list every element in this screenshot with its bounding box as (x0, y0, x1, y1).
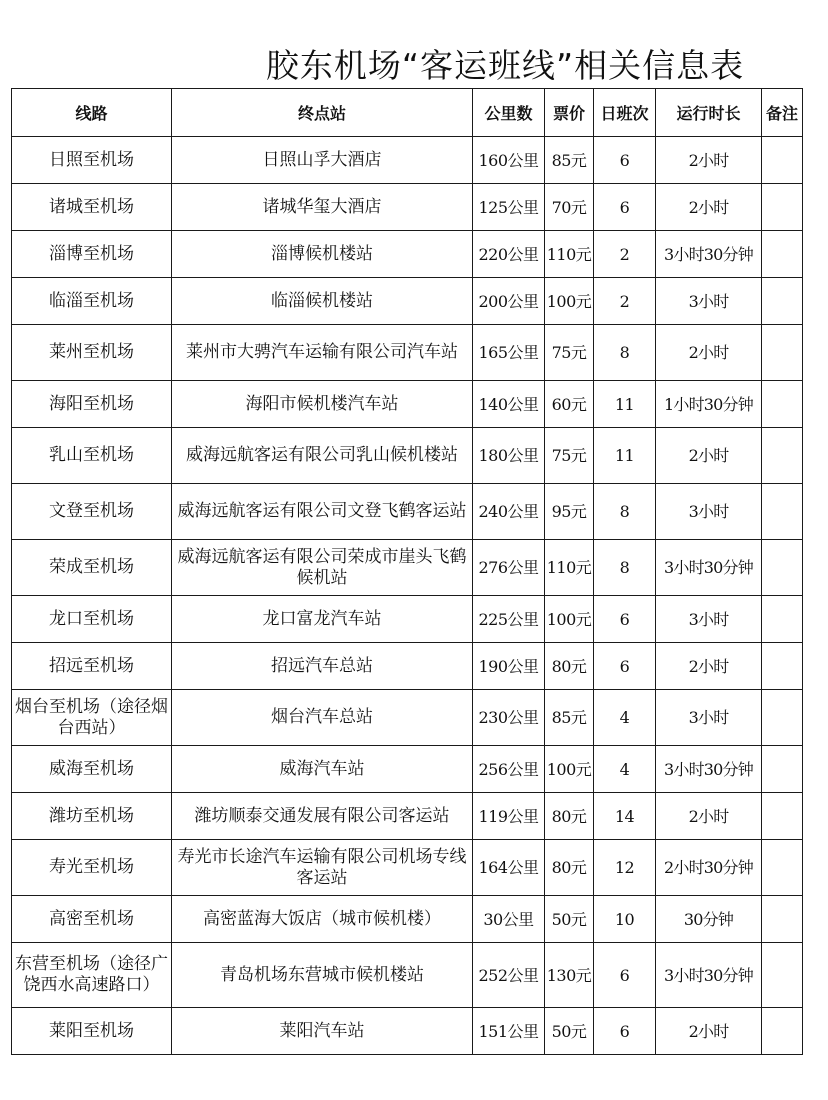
cell-duration: 3小时30分钟 (656, 540, 762, 596)
cell-note (762, 896, 803, 943)
cell-note (762, 184, 803, 231)
header-price: 票价 (545, 89, 594, 137)
cell-daily: 4 (594, 746, 656, 793)
cell-price: 100元 (545, 278, 594, 325)
cell-km: 190公里 (473, 643, 545, 690)
cell-note (762, 540, 803, 596)
cell-route: 烟台至机场（途径烟台西站） (12, 690, 172, 746)
cell-note (762, 231, 803, 278)
cell-km: 180公里 (473, 428, 545, 484)
table-row (12, 137, 803, 184)
cell-duration: 3小时30分钟 (656, 943, 762, 1008)
cell-terminal: 龙口富龙汽车站 (172, 596, 473, 643)
table-row (12, 943, 803, 1008)
cell-km: 30公里 (473, 896, 545, 943)
cell-duration: 2小时 (656, 325, 762, 381)
cell-daily: 8 (594, 325, 656, 381)
cell-duration: 2小时 (656, 184, 762, 231)
cell-price: 70元 (545, 184, 594, 231)
cell-terminal: 淄博候机楼站 (172, 231, 473, 278)
table-row (12, 381, 803, 428)
cell-daily: 2 (594, 278, 656, 325)
cell-duration: 2小时30分钟 (656, 840, 762, 896)
cell-price: 85元 (545, 137, 594, 184)
cell-terminal: 烟台汽车总站 (172, 690, 473, 746)
cell-terminal: 莱阳汽车站 (172, 1008, 473, 1055)
cell-terminal: 威海远航客运有限公司乳山候机楼站 (172, 428, 473, 484)
cell-route: 荣成至机场 (12, 540, 172, 596)
cell-price: 80元 (545, 643, 594, 690)
cell-daily: 8 (594, 540, 656, 596)
cell-route: 诸城至机场 (12, 184, 172, 231)
cell-route: 高密至机场 (12, 896, 172, 943)
table-row (12, 184, 803, 231)
cell-price: 85元 (545, 690, 594, 746)
cell-note (762, 137, 803, 184)
cell-note (762, 690, 803, 746)
cell-duration: 30分钟 (656, 896, 762, 943)
cell-duration: 1小时30分钟 (656, 381, 762, 428)
cell-route: 淄博至机场 (12, 231, 172, 278)
cell-terminal: 日照山孚大酒店 (172, 137, 473, 184)
cell-price: 80元 (545, 793, 594, 840)
cell-terminal: 潍坊顺泰交通发展有限公司客运站 (172, 793, 473, 840)
table-row (12, 643, 803, 690)
cell-km: 151公里 (473, 1008, 545, 1055)
cell-duration: 3小时 (656, 484, 762, 540)
header-note: 备注 (762, 89, 803, 137)
cell-duration: 3小时 (656, 690, 762, 746)
airport-bus-info-table (11, 88, 803, 1055)
cell-daily: 6 (594, 596, 656, 643)
cell-km: 200公里 (473, 278, 545, 325)
cell-terminal: 招远汽车总站 (172, 643, 473, 690)
cell-daily: 4 (594, 690, 656, 746)
cell-daily: 2 (594, 231, 656, 278)
cell-km: 125公里 (473, 184, 545, 231)
cell-price: 60元 (545, 381, 594, 428)
cell-price: 75元 (545, 325, 594, 381)
cell-note (762, 381, 803, 428)
cell-terminal: 寿光市长途汽车运输有限公司机场专线客运站 (172, 840, 473, 896)
cell-km: 256公里 (473, 746, 545, 793)
cell-route: 寿光至机场 (12, 840, 172, 896)
cell-km: 164公里 (473, 840, 545, 896)
cell-daily: 6 (594, 1008, 656, 1055)
cell-terminal: 青岛机场东营城市候机楼站 (172, 943, 473, 1008)
table-row (12, 484, 803, 540)
cell-price: 130元 (545, 943, 594, 1008)
cell-route: 东营至机场（途径广饶西水高速路口） (12, 943, 172, 1008)
header-km: 公里数 (473, 89, 545, 137)
cell-terminal: 威海远航客运有限公司荣成市崖头飞鹤候机站 (172, 540, 473, 596)
cell-route: 文登至机场 (12, 484, 172, 540)
cell-note (762, 793, 803, 840)
cell-price: 50元 (545, 1008, 594, 1055)
cell-route: 临淄至机场 (12, 278, 172, 325)
table-row (12, 325, 803, 381)
cell-price: 75元 (545, 428, 594, 484)
table-row (12, 1008, 803, 1055)
cell-daily: 11 (594, 428, 656, 484)
table-row (12, 746, 803, 793)
cell-note (762, 325, 803, 381)
cell-terminal: 海阳市候机楼汽车站 (172, 381, 473, 428)
cell-daily: 12 (594, 840, 656, 896)
cell-terminal: 莱州市大骋汽车运输有限公司汽车站 (172, 325, 473, 381)
cell-price: 100元 (545, 596, 594, 643)
table-header-row (12, 89, 803, 137)
cell-route: 莱州至机场 (12, 325, 172, 381)
cell-route: 招远至机场 (12, 643, 172, 690)
cell-note (762, 278, 803, 325)
cell-duration: 2小时 (656, 428, 762, 484)
cell-note (762, 596, 803, 643)
cell-price: 95元 (545, 484, 594, 540)
cell-route: 莱阳至机场 (12, 1008, 172, 1055)
table-row (12, 428, 803, 484)
page-title: 胶东机场“客运班线”相关信息表 (265, 46, 745, 85)
cell-terminal: 临淄候机楼站 (172, 278, 473, 325)
table-row (12, 596, 803, 643)
cell-note (762, 746, 803, 793)
cell-daily: 8 (594, 484, 656, 540)
cell-daily: 6 (594, 184, 656, 231)
table-row (12, 278, 803, 325)
cell-duration: 3小时30分钟 (656, 746, 762, 793)
cell-km: 140公里 (473, 381, 545, 428)
cell-km: 240公里 (473, 484, 545, 540)
cell-note (762, 943, 803, 1008)
cell-daily: 10 (594, 896, 656, 943)
table-row (12, 540, 803, 596)
cell-duration: 3小时 (656, 278, 762, 325)
cell-terminal: 威海汽车站 (172, 746, 473, 793)
cell-price: 110元 (545, 231, 594, 278)
cell-terminal: 诸城华玺大酒店 (172, 184, 473, 231)
cell-duration: 2小时 (656, 1008, 762, 1055)
cell-price: 80元 (545, 840, 594, 896)
cell-note (762, 840, 803, 896)
cell-km: 220公里 (473, 231, 545, 278)
cell-duration: 2小时 (656, 643, 762, 690)
cell-route: 潍坊至机场 (12, 793, 172, 840)
cell-km: 252公里 (473, 943, 545, 1008)
table-row (12, 231, 803, 278)
cell-note (762, 643, 803, 690)
cell-note (762, 428, 803, 484)
cell-daily: 6 (594, 943, 656, 1008)
cell-route: 乳山至机场 (12, 428, 172, 484)
cell-terminal: 高密蓝海大饭店（城市候机楼） (172, 896, 473, 943)
cell-km: 160公里 (473, 137, 545, 184)
table-row (12, 896, 803, 943)
cell-duration: 3小时30分钟 (656, 231, 762, 278)
cell-price: 110元 (545, 540, 594, 596)
cell-daily: 11 (594, 381, 656, 428)
header-duration: 运行时长 (656, 89, 762, 137)
table-row (12, 793, 803, 840)
cell-daily: 14 (594, 793, 656, 840)
cell-duration: 3小时 (656, 596, 762, 643)
cell-route: 日照至机场 (12, 137, 172, 184)
cell-terminal: 威海远航客运有限公司文登飞鹤客运站 (172, 484, 473, 540)
cell-price: 100元 (545, 746, 594, 793)
cell-km: 165公里 (473, 325, 545, 381)
cell-km: 119公里 (473, 793, 545, 840)
cell-note (762, 1008, 803, 1055)
cell-route: 海阳至机场 (12, 381, 172, 428)
cell-km: 225公里 (473, 596, 545, 643)
cell-duration: 2小时 (656, 793, 762, 840)
cell-route: 威海至机场 (12, 746, 172, 793)
header-daily: 日班次 (594, 89, 656, 137)
cell-note (762, 484, 803, 540)
cell-daily: 6 (594, 137, 656, 184)
table-row (12, 840, 803, 896)
cell-price: 50元 (545, 896, 594, 943)
header-route: 线路 (12, 89, 172, 137)
cell-daily: 6 (594, 643, 656, 690)
cell-km: 276公里 (473, 540, 545, 596)
header-terminal: 终点站 (172, 89, 473, 137)
cell-route: 龙口至机场 (12, 596, 172, 643)
cell-km: 230公里 (473, 690, 545, 746)
table-row (12, 690, 803, 746)
cell-duration: 2小时 (656, 137, 762, 184)
